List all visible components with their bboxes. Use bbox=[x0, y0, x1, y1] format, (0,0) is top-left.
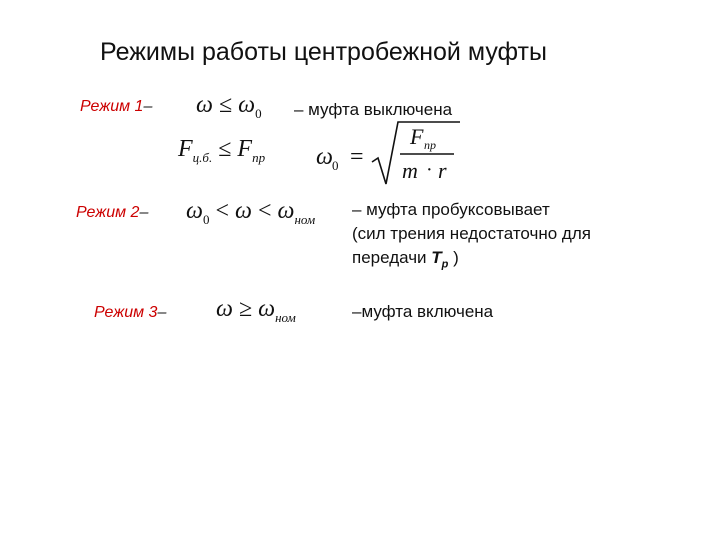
mode-3-formula-lhs: ω bbox=[216, 296, 233, 322]
torque-symbol-sub: p bbox=[441, 258, 449, 271]
omega0-denominator-m: m bbox=[402, 158, 418, 183]
mode-1-formula-rhs-sub: 0 bbox=[255, 105, 262, 121]
mode-2-formula-a-sub: 0 bbox=[202, 211, 210, 227]
mode-2-formula-c-sub: ном bbox=[294, 211, 316, 227]
mode-1-formula-rhs: ω bbox=[238, 92, 256, 118]
mode-2-description-line-1: – муфта пробуксовывает bbox=[352, 200, 550, 219]
mode-2-description bbox=[352, 198, 591, 276]
mode-1-formula-lhs: ω bbox=[196, 92, 213, 118]
mode-2-formula bbox=[186, 198, 315, 228]
force-formula-rhs: F bbox=[237, 136, 253, 162]
mode-2-label bbox=[76, 204, 148, 222]
omega0-eq: = bbox=[350, 144, 364, 170]
mode-3-dash: – bbox=[157, 304, 167, 321]
mode-1-label bbox=[80, 98, 152, 116]
mode-2-description-tail: ) bbox=[448, 248, 459, 267]
mode-1-formula-op: ≤ bbox=[218, 92, 233, 118]
omega0-denominator-r: r bbox=[438, 158, 447, 183]
force-formula-op: ≤ bbox=[218, 136, 232, 162]
mode-2-description-line-3-text: передачи bbox=[352, 248, 432, 267]
force-formula-rhs-sub: пр bbox=[252, 149, 266, 165]
mode-2-formula-c: ω bbox=[277, 198, 295, 224]
mode-2-dash: – bbox=[139, 204, 149, 221]
mode-2-formula-op2: < bbox=[257, 198, 272, 224]
omega0-formula bbox=[314, 118, 464, 190]
mode-3-formula-rhs: ω bbox=[258, 296, 276, 322]
torque-symbol-main: T bbox=[431, 248, 442, 267]
torque-symbol bbox=[431, 248, 449, 271]
mode-2-formula-b: ω bbox=[235, 198, 252, 224]
mode-3-description: –муфта включена bbox=[352, 302, 494, 321]
mode-1-formula bbox=[196, 92, 262, 122]
mode-2-description-line-2: (сил трения недостаточно для bbox=[352, 224, 591, 243]
mode-1-dash: – bbox=[143, 98, 153, 115]
mode-2-formula-a: ω bbox=[186, 198, 203, 224]
force-formula-lhs-sub: ц.б. bbox=[192, 149, 213, 165]
omega0-numerator: F bbox=[410, 124, 424, 149]
mode-3-name: Режим 3 bbox=[94, 304, 158, 321]
mode-3-label bbox=[94, 304, 166, 322]
force-formula-lhs: F bbox=[178, 136, 193, 162]
omega0-lhs-sub: 0 bbox=[332, 158, 339, 173]
mode-3-formula-op: ≥ bbox=[238, 296, 253, 322]
force-formula bbox=[178, 136, 265, 166]
omega0-formula-svg bbox=[314, 118, 464, 190]
mode-3-formula-rhs-sub: ном bbox=[275, 309, 296, 325]
slide-title: Режимы работы центробежной муфты bbox=[100, 38, 547, 66]
omega0-denominator-dot: · bbox=[426, 159, 433, 181]
omega0-numerator-sub: пр bbox=[424, 138, 436, 152]
mode-3-formula bbox=[216, 296, 296, 326]
omega0-lhs: ω bbox=[316, 144, 333, 170]
mode-1-description: – муфта выключена bbox=[294, 100, 453, 119]
mode-2-description-line-3 bbox=[352, 246, 591, 276]
mode-2-name: Режим 2 bbox=[76, 204, 140, 221]
mode-2-formula-op1: < bbox=[215, 198, 229, 224]
mode-1-name: Режим 1 bbox=[80, 98, 144, 115]
